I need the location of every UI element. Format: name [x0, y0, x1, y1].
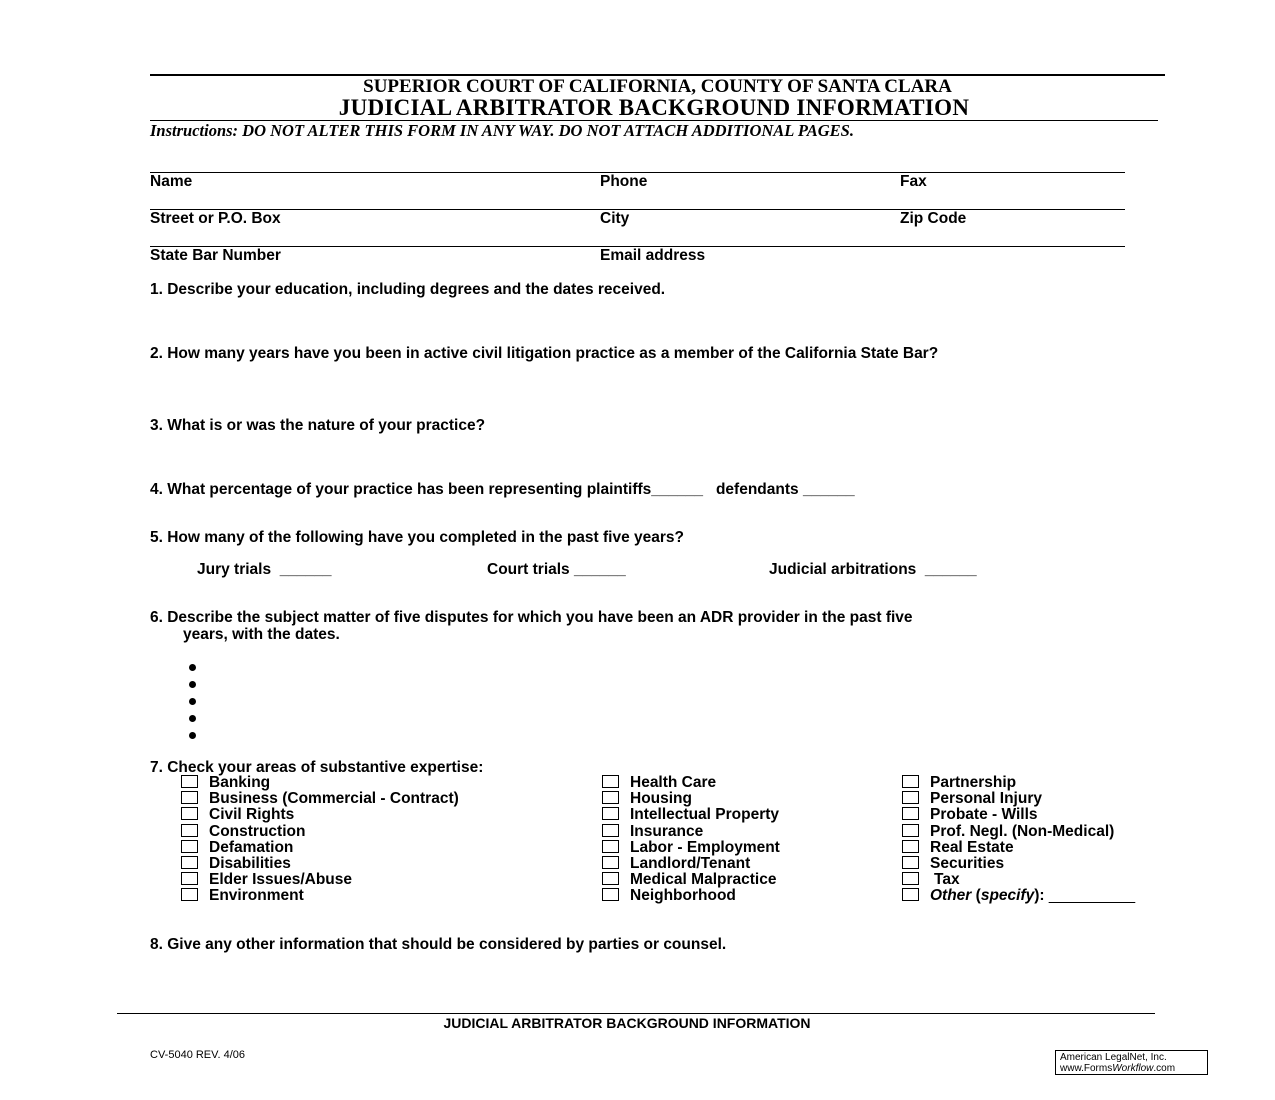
expertise-label: Banking [209, 774, 271, 791]
question-4-text: 4. What percentage of your practice has been representing plaintiffs [150, 481, 652, 498]
checkbox-real-estate[interactable] [902, 840, 919, 853]
plaintiffs-blank[interactable]: ______ [651, 481, 704, 498]
question-6-line-1: 6. Describe the subject matter of five disputes for which you have been an ADR provider in the past five [150, 609, 913, 626]
checkbox-civil-rights[interactable] [181, 807, 198, 820]
expertise-label: Real Estate [930, 838, 1014, 856]
court-trials-label: Court trials [487, 561, 570, 578]
question-7: 7. Check your areas of substantive expertise: [150, 759, 484, 776]
checkbox-environment[interactable] [181, 888, 198, 901]
vendor-name: American LegalNet, Inc. [1060, 1052, 1167, 1063]
dispute-bullet-4 [189, 715, 196, 722]
checkbox-landlord-tenant[interactable] [602, 856, 619, 869]
expertise-label: Health Care [630, 774, 717, 791]
expertise-label: Environment [209, 887, 304, 905]
other-open: ( [975, 887, 981, 905]
dispute-bullet-3 [189, 698, 196, 705]
expertise-item[interactable] [602, 775, 716, 791]
question-1: 1. Describe your education, including degrees and the dates received. [150, 281, 666, 298]
expertise-item[interactable] [902, 856, 1004, 872]
bar-number-label: State Bar Number [150, 247, 281, 264]
form-number: CV-5040 REV. 4/06 [150, 1049, 245, 1061]
fax-label: Fax [900, 173, 927, 190]
expertise-item[interactable] [181, 775, 270, 791]
court-trials [487, 561, 626, 579]
city-label: City [600, 210, 630, 227]
court-name: SUPERIOR COURT OF CALIFORNIA, COUNTY OF SANTA CLARA [363, 76, 952, 97]
name-label: Name [150, 173, 193, 190]
expertise-item[interactable] [902, 824, 1114, 840]
expertise-label: Business (Commercial - Contract) [209, 790, 459, 808]
judicial-arbitrations-blank[interactable]: ______ [924, 561, 977, 578]
checkbox-probate-wills[interactable] [902, 807, 919, 820]
other-specify: specify [980, 887, 1035, 905]
vendor-box [1055, 1050, 1208, 1075]
court-trials-blank[interactable]: ______ [574, 561, 626, 578]
checkbox-partnership[interactable] [902, 775, 919, 788]
expertise-label: Landlord/Tenant [630, 855, 751, 872]
street-label: Street or P.O. Box [150, 210, 281, 227]
checkbox-personal-injury[interactable] [902, 791, 919, 804]
expertise-item[interactable] [902, 872, 960, 888]
expertise-label: Neighborhood [630, 887, 736, 905]
vendor-url [1060, 1063, 1207, 1074]
expertise-item[interactable] [181, 840, 293, 856]
checkbox-insurance[interactable] [602, 824, 619, 837]
checkbox-construction[interactable] [181, 824, 198, 837]
checkbox-banking[interactable] [181, 775, 198, 788]
expertise-item[interactable] [602, 872, 776, 888]
other-blank[interactable]: __________ [1048, 887, 1136, 905]
expertise-label: Elder Issues/Abuse [209, 871, 353, 889]
dispute-bullet-5 [189, 732, 196, 739]
expertise-item[interactable] [602, 791, 692, 807]
checkbox-disabilities[interactable] [181, 856, 198, 869]
other-close: ): [1034, 887, 1045, 905]
checkbox-prof-negl-non-medical[interactable] [902, 824, 919, 837]
dispute-bullet-2 [189, 681, 196, 688]
expertise-label: Personal Injury [930, 790, 1042, 808]
defendants-blank[interactable]: ______ [802, 481, 855, 498]
expertise-label: Partnership [930, 774, 1017, 791]
expertise-label: Civil Rights [209, 806, 295, 824]
judicial-arbitrations-label: Judicial arbitrations [769, 561, 917, 578]
expertise-label: Medical Malpractice [630, 871, 777, 889]
expertise-label: Tax [934, 871, 960, 889]
phone-label: Phone [600, 173, 648, 190]
judicial-arbitrations [769, 561, 977, 579]
expertise-label: Construction [209, 822, 306, 840]
question-8: 8. Give any other information that should be considered by parties or counsel. [150, 936, 727, 953]
checkbox-intellectual-property[interactable] [602, 807, 619, 820]
expertise-item[interactable] [602, 840, 780, 856]
question-4 [150, 481, 855, 499]
expertise-item-other[interactable] [902, 888, 1135, 904]
footer-title: JUDICIAL ARBITRATOR BACKGROUND INFORMATION [443, 1015, 811, 1031]
jury-trials-label: Jury trials [197, 561, 272, 578]
jury-trials [197, 561, 331, 579]
checkbox-securities[interactable] [902, 856, 919, 869]
form-title: JUDICIAL ARBITRATOR BACKGROUND INFORMATION [338, 95, 970, 120]
expertise-item[interactable] [602, 807, 779, 823]
other-label: Other [930, 887, 972, 905]
footer-rule [117, 1013, 1155, 1014]
checkbox-housing[interactable] [602, 791, 619, 804]
jury-trials-blank[interactable]: ______ [279, 561, 332, 578]
field-rule-2 [150, 209, 1125, 210]
checkbox-defamation[interactable] [181, 840, 198, 853]
question-3: 3. What is or was the nature of your practice? [150, 417, 486, 434]
vendor-url-prefix: www.Forms [1060, 1063, 1113, 1074]
expertise-label: Intellectual Property [630, 806, 780, 824]
expertise-item[interactable] [181, 824, 305, 840]
expertise-item[interactable] [902, 840, 1014, 856]
expertise-item[interactable] [181, 872, 352, 888]
expertise-item[interactable] [602, 824, 703, 840]
email-label: Email address [600, 247, 706, 264]
expertise-item[interactable] [181, 791, 459, 807]
question-5: 5. How many of the following have you completed in the past five years? [150, 529, 684, 546]
checkbox-tax[interactable] [902, 872, 919, 885]
instructions: Instructions: DO NOT ALTER THIS FORM IN ANY WAY. DO NOT ATTACH ADDITIONAL PAGES. [150, 121, 854, 140]
expertise-label: Disabilities [209, 855, 291, 872]
defendants-label: defendants [715, 481, 799, 498]
checkbox-elder-issues-abuse[interactable] [181, 872, 198, 885]
question-2: 2. How many years have you been in active civil litigation practice as a member of the California State Bar? [150, 345, 939, 362]
zip-label: Zip Code [900, 210, 967, 227]
expertise-label: Prof. Negl. (Non-Medical) [930, 822, 1115, 840]
expertise-item[interactable] [181, 807, 294, 823]
expertise-item[interactable] [902, 791, 1042, 807]
expertise-item[interactable] [602, 856, 750, 872]
checkbox-neighborhood[interactable] [602, 888, 619, 901]
expertise-item[interactable] [902, 807, 1038, 823]
expertise-label: Labor - Employment [630, 838, 780, 856]
expertise-label: Insurance [630, 822, 704, 840]
checkbox-health-care[interactable] [602, 775, 619, 788]
expertise-label: Securities [930, 855, 1005, 872]
expertise-item[interactable] [181, 856, 291, 872]
question-6-line-2: years, with the dates. [183, 626, 340, 643]
checkbox-other[interactable] [902, 888, 919, 901]
vendor-url-italic: Workflow [1112, 1063, 1154, 1074]
expertise-item[interactable] [902, 775, 1016, 791]
checkbox-medical-malpractice[interactable] [602, 872, 619, 885]
checkbox-labor-employment[interactable] [602, 840, 619, 853]
expertise-item[interactable] [602, 888, 736, 904]
expertise-label: Housing [630, 790, 692, 808]
dispute-bullet-1 [189, 664, 196, 671]
vendor-url-suffix: .com [1153, 1063, 1176, 1074]
expertise-label: Probate - Wills [930, 806, 1038, 824]
expertise-item[interactable] [181, 888, 304, 904]
expertise-label: Defamation [209, 838, 294, 856]
checkbox-business-commercial-contract[interactable] [181, 791, 198, 804]
